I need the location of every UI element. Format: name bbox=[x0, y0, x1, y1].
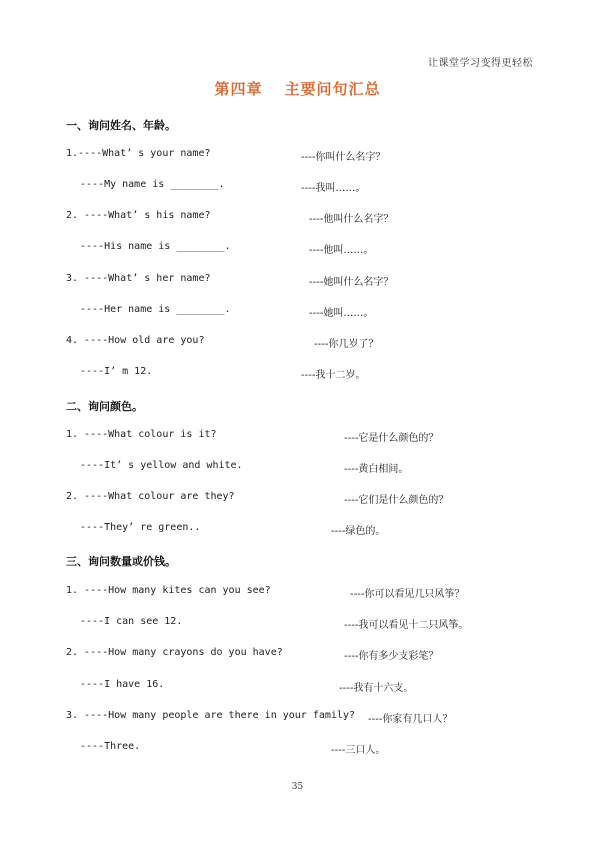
question-chinese: ----她叫什么名字？ bbox=[309, 277, 394, 288]
question-chinese: ----你有多少支彩笔？ bbox=[344, 651, 439, 662]
answer-chinese: ----他叫……。 bbox=[309, 245, 374, 256]
chapter-title-text: 主要问句汇总 bbox=[284, 80, 381, 98]
answer-english: ----I can see 12. bbox=[80, 616, 183, 627]
answer-chinese: ----我十二岁。 bbox=[301, 370, 366, 381]
question-chinese: ----它们是什么颜色的？ bbox=[344, 495, 449, 506]
question-chinese: ----他叫什么名字？ bbox=[309, 214, 394, 225]
answer-english: ----It’ s yellow and white. bbox=[80, 460, 243, 471]
answer-english: ----Her name is ________. bbox=[80, 304, 231, 315]
question-english: 2. ----How many crayons do you have? bbox=[66, 647, 283, 658]
section-heading-quantity-price: 三、询问数量或价钱。 bbox=[66, 555, 176, 568]
answer-english: ----They’ re green.. bbox=[80, 522, 201, 533]
section-heading-name-age: 一、询问姓名、年龄。 bbox=[66, 119, 176, 132]
answer-english: ----I have 16. bbox=[80, 679, 165, 690]
answer-english: ----His name is ________. bbox=[80, 241, 231, 252]
answer-english: ----Three. bbox=[80, 741, 141, 752]
question-english: 4. ----How old are you? bbox=[66, 335, 205, 346]
question-english: 1. ----What colour is it? bbox=[66, 429, 217, 440]
answer-chinese: ----我叫……。 bbox=[301, 183, 366, 194]
answer-chinese: ----绿色的。 bbox=[331, 526, 386, 537]
header-slogan: 让课堂学习变得更轻松 bbox=[428, 58, 533, 69]
chapter-title bbox=[0, 78, 595, 99]
question-english: 3. ----How many people are there in your family? bbox=[66, 710, 355, 721]
question-chinese: ----你家有几口人？ bbox=[368, 714, 453, 725]
answer-english: ----I’ m 12. bbox=[80, 366, 153, 377]
answer-chinese: ----我可以看见十二只风筝。 bbox=[344, 620, 469, 631]
question-english: 2. ----What’ s his name? bbox=[66, 210, 211, 221]
answer-chinese: ----她叫……。 bbox=[309, 308, 374, 319]
chapter-number: 第四章 bbox=[214, 80, 263, 98]
page-number: 35 bbox=[291, 782, 304, 792]
question-chinese: ----它是什么颜色的？ bbox=[344, 433, 439, 444]
question-english: 3. ----What’ s her name? bbox=[66, 273, 211, 284]
question-chinese: ----你可以看见几只风筝？ bbox=[350, 589, 465, 600]
question-chinese: ----你几岁了？ bbox=[314, 339, 379, 350]
question-english: 1.----What’ s your name? bbox=[66, 148, 211, 159]
question-chinese: ----你叫什么名字？ bbox=[301, 152, 386, 163]
section-heading-colour: 二、询问颜色。 bbox=[66, 400, 143, 413]
question-english: 1. ----How many kites can you see? bbox=[66, 585, 271, 596]
answer-chinese: ----黄白相间。 bbox=[344, 464, 409, 475]
answer-chinese: ----我有十六支。 bbox=[339, 683, 414, 694]
answer-chinese: ----三口人。 bbox=[331, 745, 386, 756]
answer-english: ----My name is ________. bbox=[80, 179, 225, 190]
question-english: 2. ----What colour are they? bbox=[66, 491, 235, 502]
